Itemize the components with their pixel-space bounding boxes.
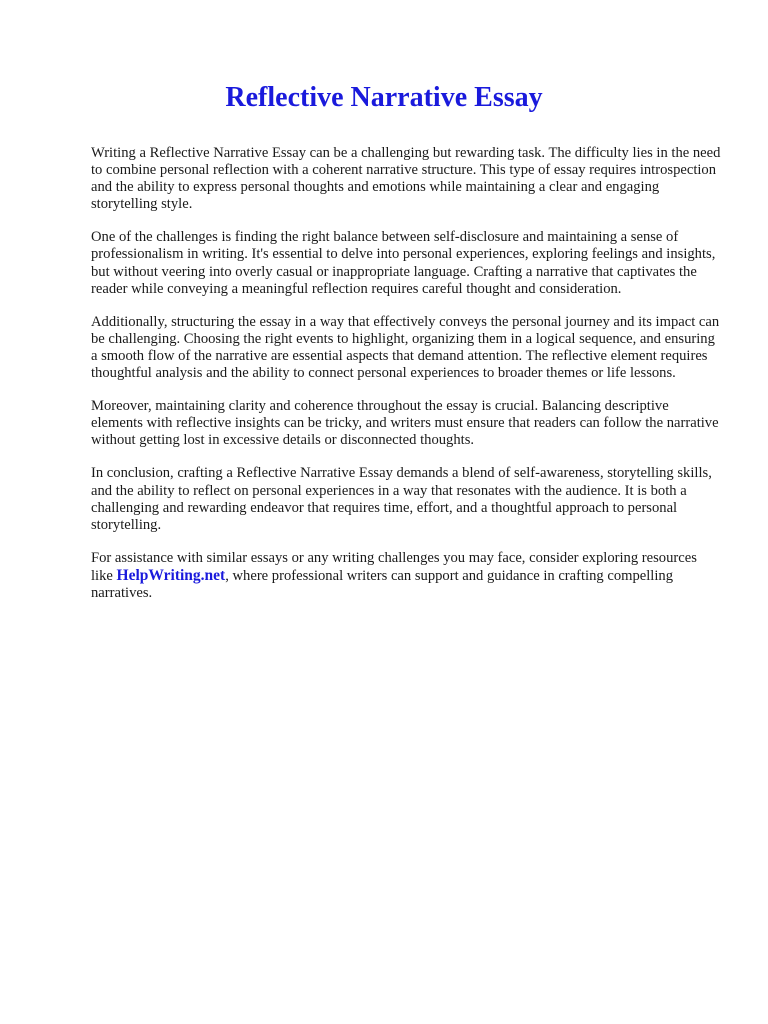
assistance-text-after-link: , where professional writers can support and guidance in crafting compelling narratives.: [91, 567, 674, 601]
document-title: Reflective Narrative Essay: [225, 82, 543, 113]
assistance-text-before-link: For assistance with similar essays or any writing challenges you may face, consider exploring resources like: [91, 549, 697, 584]
helpwriting-link[interactable]: HelpWriting.net: [116, 566, 226, 584]
paragraph-assistance: [91, 550, 721, 602]
paragraph-intro: Writing a Reflective Narrative Essay can be a challenging but rewarding task. The difficulty lies in the need to combine personal reflection with a coherent narrative structure. This type of essay requires introspection and the ability to express personal thoughts and emotions while maintaining a clear and engaging storytelling style.: [91, 145, 721, 213]
paragraph-balance: One of the challenges is finding the right balance between self-disclosure and maintaining a sense of professionalism in writing. It's essential to delve into personal experiences, exploring feelings and insights, but without veering into overly casual or inappropriate language. Crafting a narrative that captivates the reader while conveying a meaningful reflection requires careful thought and consideration.: [91, 229, 716, 297]
paragraph-structure: Additionally, structuring the essay in a way that effectively conveys the personal journey and its impact can be challenging. Choosing the right events to highlight, organizing them in a logical sequence, and ensuring a smooth flow of the narrative are essential aspects that demand attention. The reflective element requires thoughtful analysis and the ability to connect personal experiences to broader themes or life lessons.: [91, 313, 720, 382]
paragraph-conclusion: In conclusion, crafting a Reflective Narrative Essay demands a blend of self-awareness, storytelling skills, and the ability to reflect on personal experiences in a way that resonates with the audience. It is both a challenging and rewarding endeavor that requires time, effort, and a thoughtful approach to personal storytelling.: [91, 465, 712, 533]
paragraph-clarity: Moreover, maintaining clarity and coherence throughout the essay is crucial. Balancing descriptive elements with reflective insights can be tricky, and writers must ensure that readers can follow the narrative without getting lost in excessive details or disconnected thoughts.: [91, 398, 719, 449]
document-body: [91, 145, 721, 618]
